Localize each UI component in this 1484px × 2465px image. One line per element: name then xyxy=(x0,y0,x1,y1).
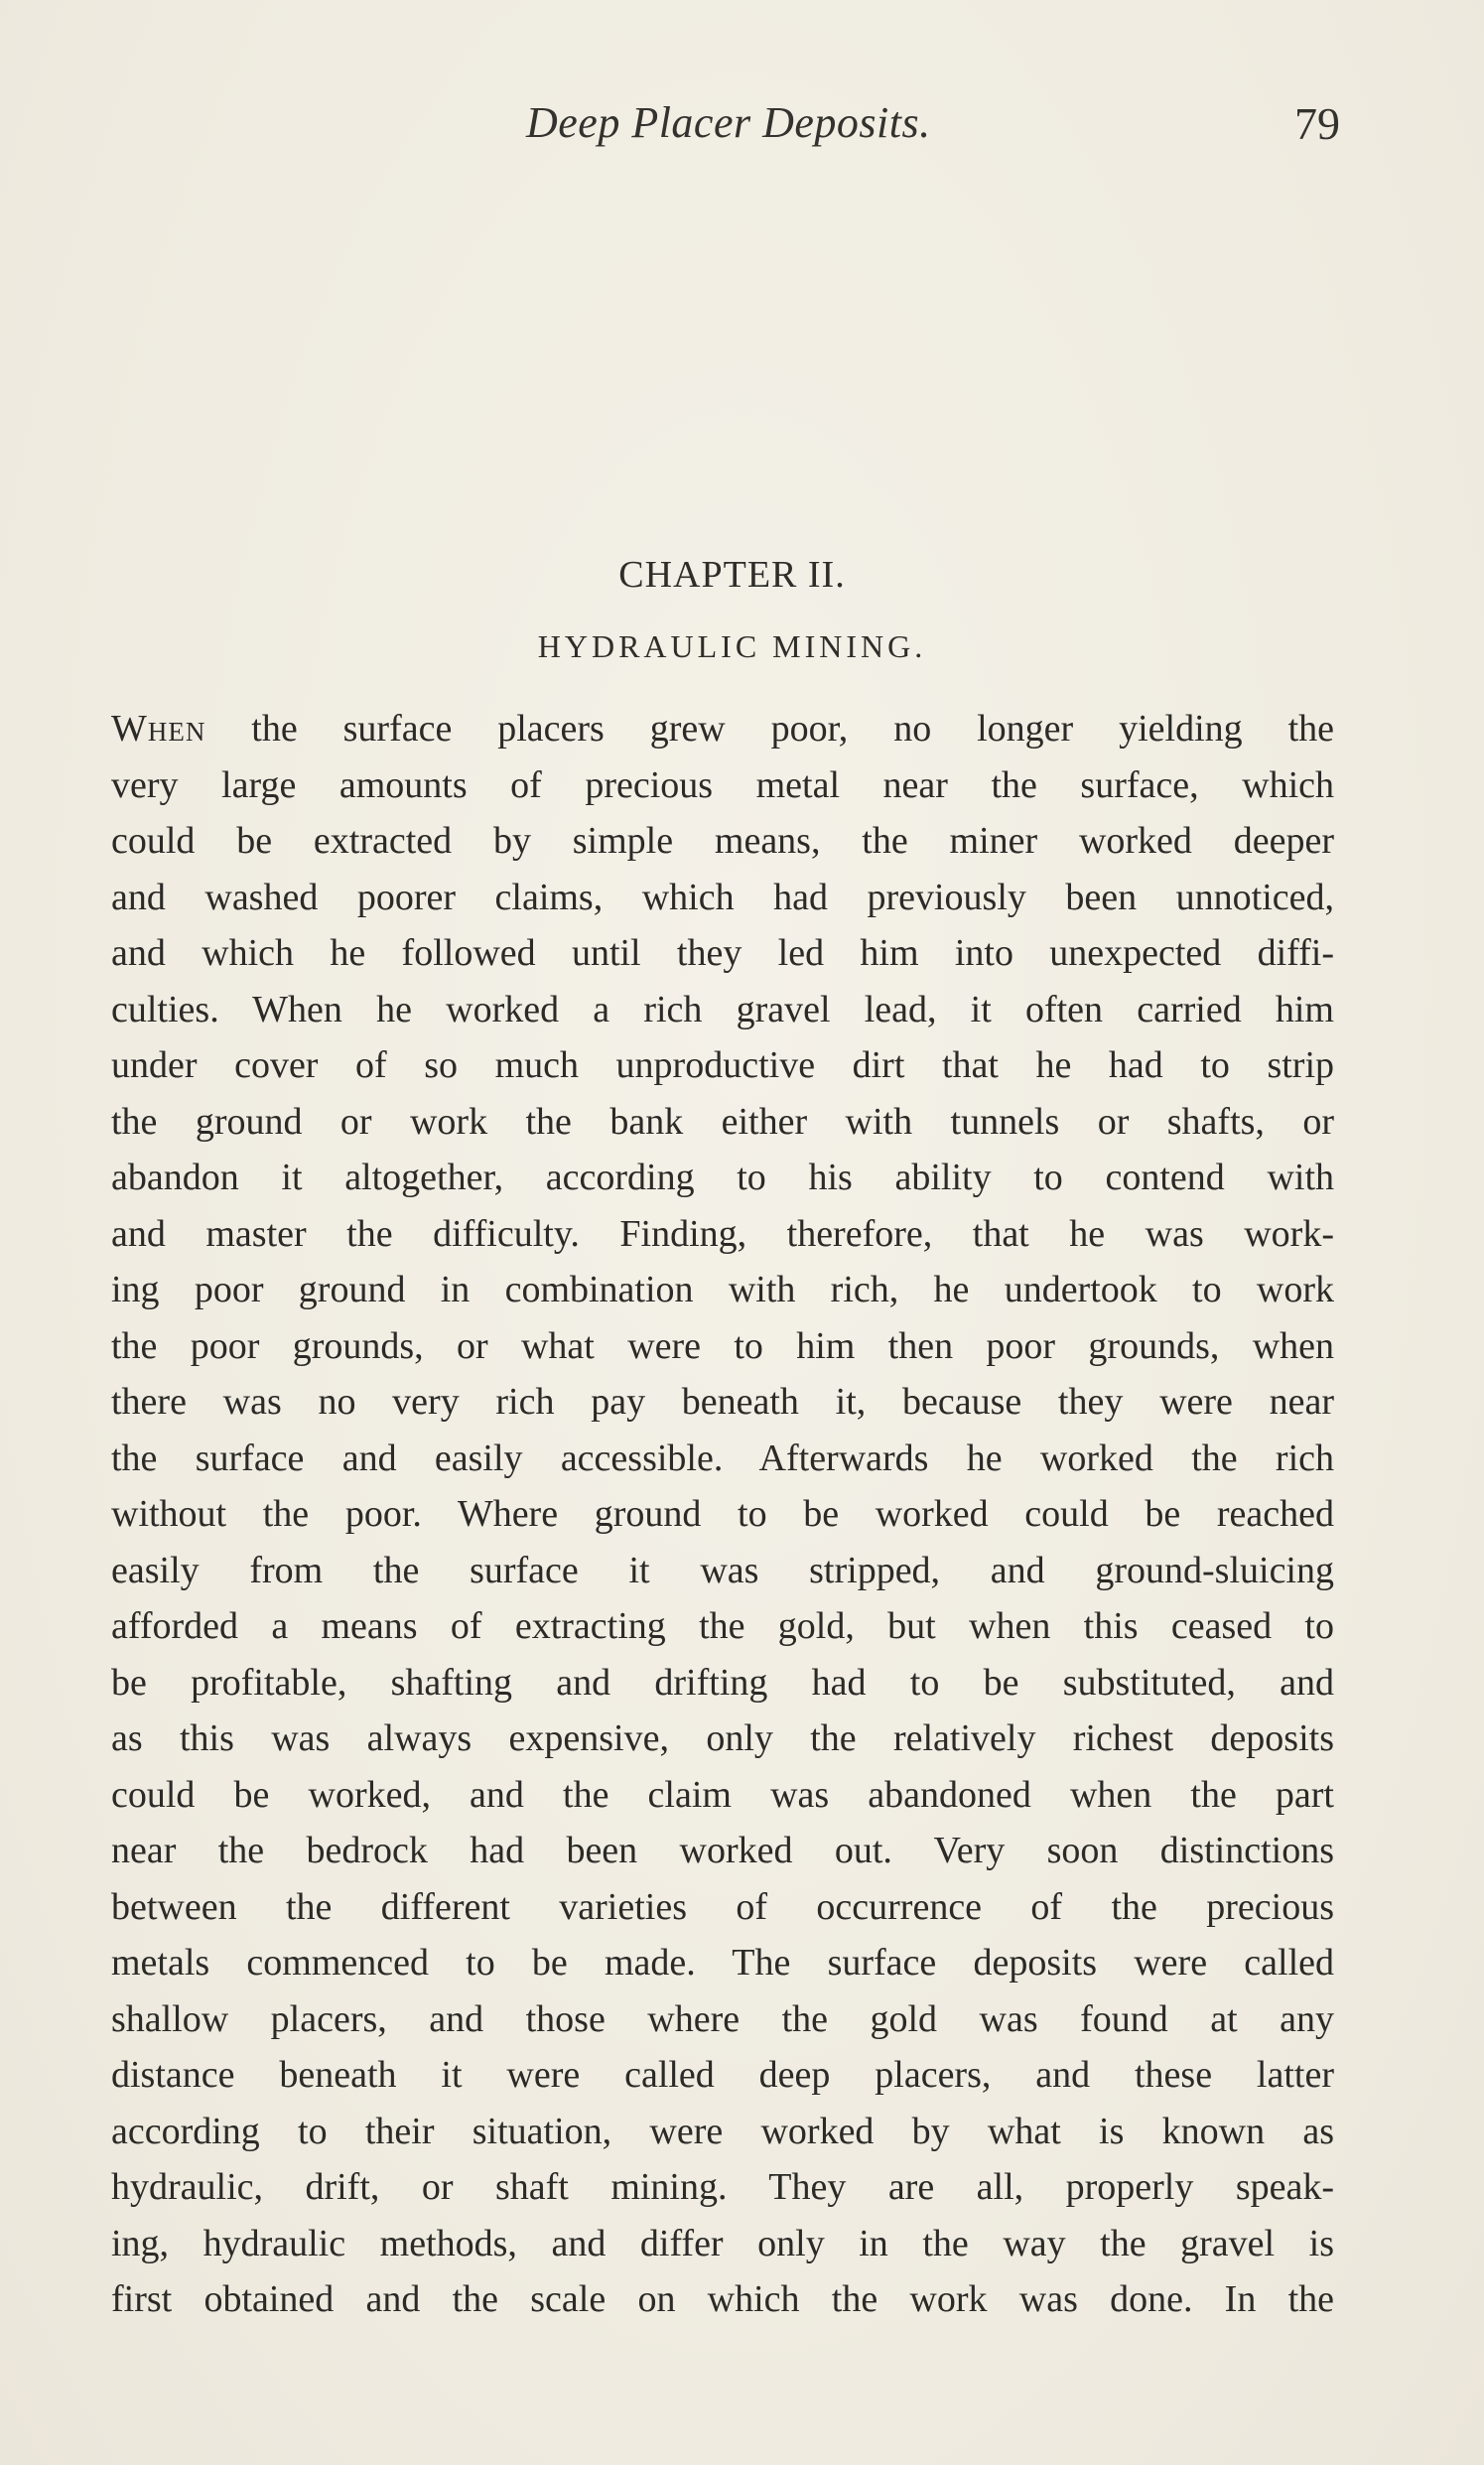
page-number: 79 xyxy=(1294,98,1340,149)
text-line: culties. When he worked a rich gravel lead, it often carried him xyxy=(111,988,1334,1030)
text-line: ing poor ground in combination with rich, he undertook to work xyxy=(111,1269,1334,1310)
text-line: and which he followed until they led him into unexpected diffi- xyxy=(111,932,1334,974)
text-line: under cover of so much unproductive dirt that he had to strip xyxy=(111,1044,1334,1086)
text-line: hydraulic, drift, or shaft mining. They are all, properly speak- xyxy=(111,2166,1334,2208)
text-line: abandon it altogether, according to his ability to contend with xyxy=(111,1157,1334,1198)
text-line: between the different varieties of occurrence of the precious xyxy=(111,1885,1334,1928)
chapter-subtitle: HYDRAULIC MINING. xyxy=(537,628,927,664)
text-line: easily from the surface it was stripped, and ground-sluicing xyxy=(111,1549,1334,1591)
text-line: very large amounts of precious metal near the surface, which xyxy=(111,763,1334,806)
text-line: afforded a means of extracting the gold, but when this ceased to xyxy=(111,1605,1334,1647)
body-paragraph xyxy=(111,701,1334,2328)
text-line: near the bedrock had been worked out. Very soon distinctions xyxy=(111,1830,1334,1871)
text-line: the poor grounds, or what were to him then poor grounds, when xyxy=(111,1324,1334,1367)
text-line: there was no very rich pay beneath it, because they were near xyxy=(111,1381,1334,1423)
text-line: distance beneath it were called deep placers, and these latter xyxy=(111,2054,1334,2096)
text-line: the ground or work the bank either with tunnels or shafts, or xyxy=(111,1100,1334,1143)
text-line: could be extracted by simple means, the miner worked deeper xyxy=(111,820,1334,862)
text-line: without the poor. Where ground to be worked could be reached xyxy=(111,1493,1334,1535)
text-line: first obtained and the scale on which the work was done. In the xyxy=(111,2278,1334,2320)
text-line: metals commenced to be made. The surface deposits were called xyxy=(111,1942,1334,1984)
text-line: be profitable, shafting and drifting had to be substituted, and xyxy=(111,1661,1334,1704)
text-line: shallow placers, and those where the gold was found at any xyxy=(111,1997,1334,2040)
text-line: and master the difficulty. Finding, therefore, that he was work- xyxy=(111,1212,1334,1255)
chapter-heading: CHAPTER II. xyxy=(618,554,846,596)
text-line xyxy=(111,701,1334,757)
text-line: as this was always expensive, only the relatively richest deposits xyxy=(111,1717,1334,1759)
text-line: and washed poorer claims, which had previously been unnoticed, xyxy=(111,876,1334,918)
text-line: ing, hydraulic methods, and differ only in the way the gravel is xyxy=(111,2222,1334,2264)
running-head-title: Deep Placer Deposits. xyxy=(526,98,931,147)
lead-word: When xyxy=(111,708,206,750)
text-line-content: the surface placers grew poor, no longer yielding the xyxy=(205,708,1334,750)
text-line: according to their situation, were worked by what is known as xyxy=(111,2110,1334,2152)
text-line: the surface and easily accessible. Afterwards he worked the rich xyxy=(111,1437,1334,1479)
text-line: could be worked, and the claim was abandoned when the part xyxy=(111,1773,1334,1816)
